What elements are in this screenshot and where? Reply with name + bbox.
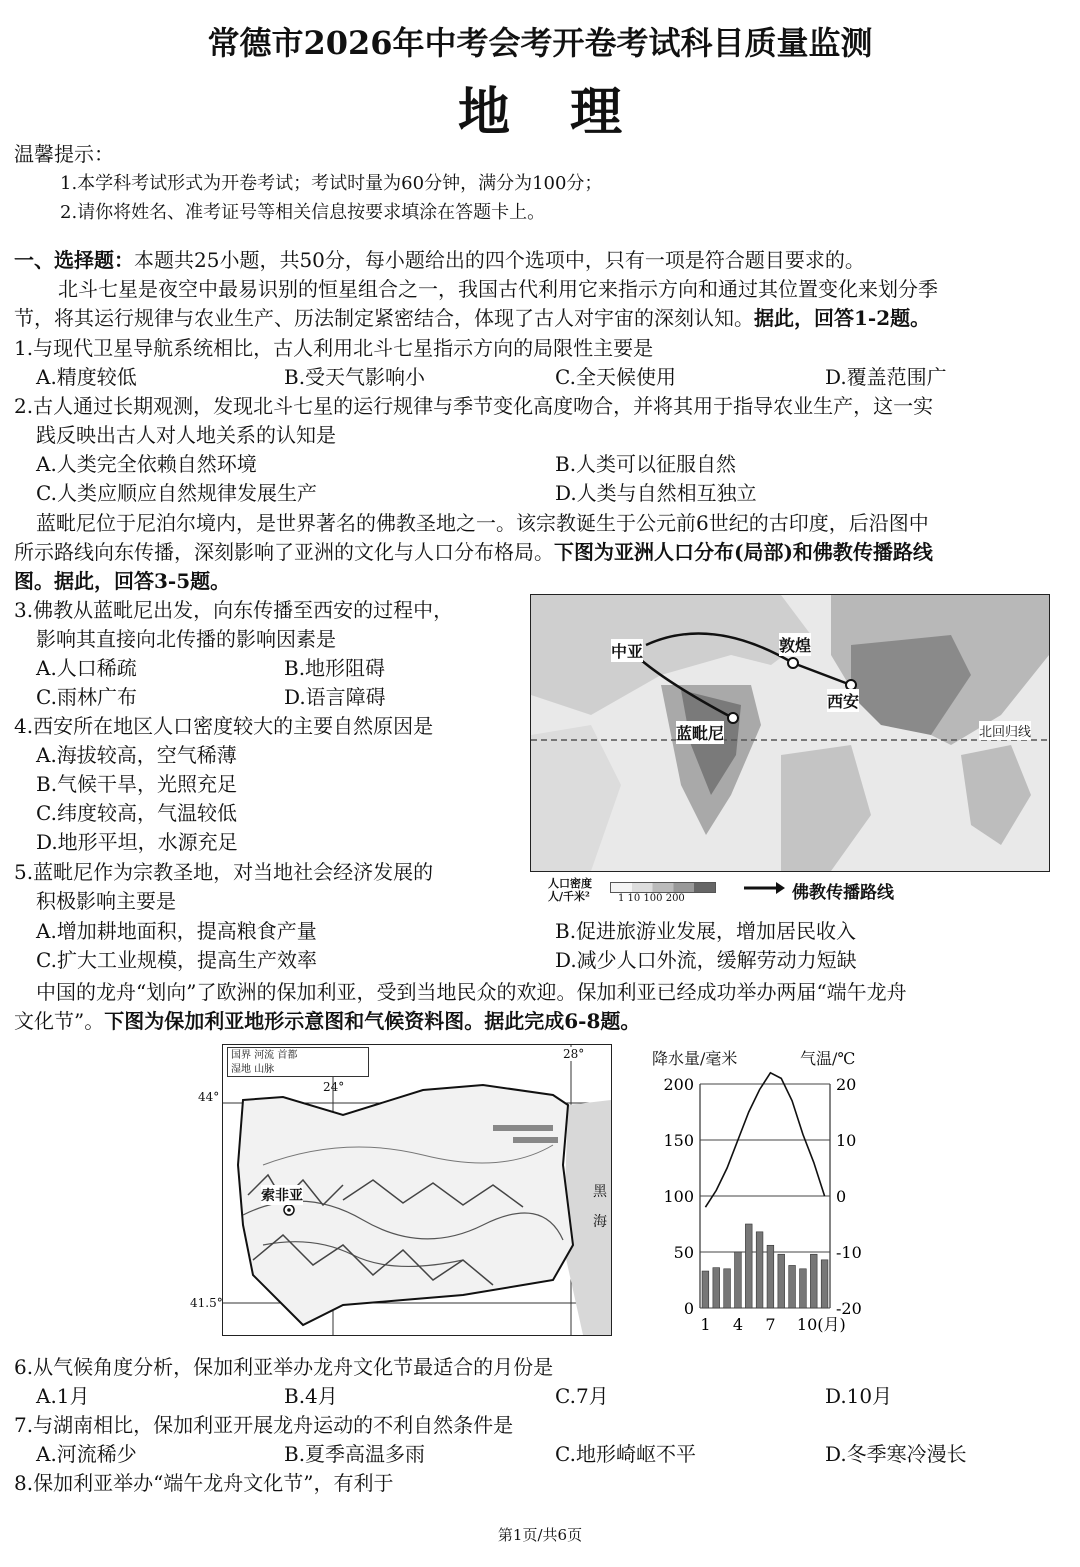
q7-option-d: D.冬季寒冷漫长	[825, 1442, 967, 1466]
q3-stem-1: 3.佛教从蓝毗尼出发，向东传播至西安的过程中，	[14, 598, 454, 622]
climate-left-axis-label: 降水量/毫米	[652, 1049, 738, 1068]
label-tropic: 北回归线	[979, 721, 1031, 740]
bulgaria-map	[222, 1044, 612, 1336]
left-tick-label: 50	[673, 1243, 694, 1262]
left-tick-label: 150	[663, 1131, 694, 1150]
q7-option-c: C.地形崎岖不平	[555, 1442, 696, 1466]
label-dunhuang: 敦煌	[779, 633, 811, 656]
passage-2-line-2	[14, 538, 933, 567]
q5-stem-2: 积极影响主要是	[36, 889, 176, 913]
tips-heading: 温馨提示：	[14, 142, 114, 166]
q2-option-c: C.人类应顺应自然规律发展生产	[36, 481, 317, 505]
x-tick-label: 10(月)	[796, 1315, 846, 1334]
lat-44-label: 44°	[198, 1090, 220, 1104]
passage-1-line-2	[14, 304, 930, 333]
label-central-asia: 中亚	[611, 639, 643, 662]
q4-option-a: A.海拔较高，空气稀薄	[36, 743, 237, 767]
tips-item-1: 1.本学科考试形式为开卷考试；考试时量为60分钟，满分为100分；	[60, 173, 603, 194]
q5-stem-1: 5.蓝毗尼作为宗教圣地，对当地社会经济发展的	[14, 860, 434, 884]
right-tick-label: -10	[836, 1243, 862, 1262]
q1-stem: 1.与现代卫星导航系统相比，古人利用北斗七星指示方向的局限性主要是	[14, 336, 654, 360]
passage-3-line-2	[14, 1007, 640, 1036]
q4-stem: 4.西安所在地区人口密度较大的主要自然原因是	[14, 714, 434, 738]
precip-bar	[702, 1271, 709, 1308]
x-tick-label: 4	[732, 1315, 744, 1334]
asia-population-map	[530, 594, 1050, 872]
passage-3-text: 文化节”。	[14, 1009, 105, 1033]
precip-bar	[735, 1252, 742, 1308]
section-1-desc: 本题共25小题，共50分，每小题给出的四个选项中，只有一项是符合题目要求的。	[134, 248, 865, 272]
q3-option-d: D.语言障碍	[284, 685, 386, 709]
passage-1-line-1: 北斗七星是夜空中最易识别的恒星组合之一，我国古代利用它来指示方向和通过其位置变化来划分季	[58, 277, 938, 301]
x-tick-label: 7	[765, 1315, 776, 1334]
passage-2-line-1: 蓝毗尼位于尼泊尔境内，是世界著名的佛教圣地之一。该宗教诞生于公元前6世纪的古印度，后沿图中	[36, 511, 929, 535]
passage-2-figure-caption: 下图为亚洲人口分布(局部)和佛教传播路线	[554, 540, 933, 564]
q7-option-a: A.河流稀少	[36, 1442, 137, 1466]
passage-3-line-1: 中国的龙舟“划向”了欧洲的保加利亚，受到当地民众的欢迎。保加利亚已经成功举办两届“端午龙舟	[36, 980, 907, 1004]
climate-chart	[640, 1070, 880, 1340]
q5-option-d: D.减少人口外流，缓解劳动力短缺	[555, 948, 857, 972]
label-black-sea-2: 海	[593, 1214, 607, 1230]
page-footer: 第1页/共6页	[497, 1526, 583, 1544]
q8-stem: 8.保加利亚举办“端午龙舟文化节”，有利于	[14, 1471, 394, 1495]
precip-bar	[713, 1268, 720, 1308]
label-sofia: 索非亚	[261, 1185, 303, 1205]
label-lumbini: 蓝毗尼	[676, 721, 724, 744]
legend-route-arrow-icon	[742, 881, 786, 895]
precip-bar	[767, 1245, 774, 1308]
bulgaria-legend	[227, 1047, 369, 1077]
passage-1-instruction: 据此，回答1-2题。	[754, 306, 931, 330]
q4-option-d: D.地形平坦，水源充足	[36, 830, 238, 854]
q6-option-c: C.7月	[555, 1384, 609, 1408]
passage-1-text: 节，将其运行规律与农业生产、历法制定紧密结合，体现了古人对宇宙的深刻认知。	[14, 306, 754, 330]
precip-bar	[789, 1265, 796, 1308]
q1-option-d: D.覆盖范围广	[825, 365, 947, 389]
label-black-sea-1: 黑	[593, 1184, 607, 1200]
q5-option-b: B.促进旅游业发展，增加居民收入	[555, 919, 857, 943]
x-tick-label: 1	[700, 1315, 711, 1334]
q2-stem-1: 2.古人通过长期观测，发现北斗七星的运行规律与季节变化高度吻合，并将其用于指导农业生产，这一实	[14, 394, 934, 418]
passage-2-instruction: 图。据此，回答3-5题。	[14, 569, 231, 593]
lon-28-label: 28°	[563, 1047, 585, 1061]
precip-bar	[724, 1269, 731, 1308]
lumbini-marker	[728, 713, 738, 723]
legend-border: 国界	[231, 1050, 251, 1061]
precip-bar	[800, 1269, 807, 1308]
legend-density-ticks: 1 10 100 200	[618, 893, 685, 904]
lat-41-5-label: 41.5°	[190, 1296, 223, 1310]
q6-option-b: B.4月	[284, 1384, 338, 1408]
left-tick-label: 200	[663, 1075, 694, 1094]
label-xian: 西安	[827, 689, 859, 712]
legend-capital: 首都	[277, 1050, 298, 1061]
q7-stem: 7.与湖南相比，保加利亚开展龙舟运动的不利自然条件是	[14, 1413, 514, 1437]
climate-right-axis-label: 气温/℃	[800, 1049, 856, 1068]
q4-option-c: C.纬度较高，气温较低	[36, 801, 237, 825]
right-tick-label: 0	[836, 1187, 847, 1206]
subject-title: 地理	[457, 82, 682, 143]
legend-density-scale	[610, 882, 716, 893]
q5-option-a: A.增加耕地面积，提高粮食产量	[36, 919, 317, 943]
q2-option-b: B.人类可以征服自然	[555, 452, 737, 476]
left-tick-label: 0	[683, 1299, 694, 1318]
precip-bar	[778, 1254, 785, 1308]
precip-bar	[810, 1254, 817, 1308]
q4-option-b: B.气候干旱，光照充足	[36, 772, 238, 796]
q1-option-b: B.受天气影响小	[284, 365, 426, 389]
left-tick-label: 100	[663, 1187, 694, 1206]
section-1-heading: 一、选择题：	[14, 248, 134, 272]
section-1-header	[14, 246, 865, 275]
passage-3-instruction: 下图为保加利亚地形示意图和气候资料图。据此完成6-8题。	[104, 1009, 641, 1033]
q3-stem-2: 影响其直接向北传播的影响因素是	[36, 627, 336, 651]
legend-route-label: 佛教传播路线	[792, 883, 894, 903]
legend-wetland: 湿地	[231, 1064, 251, 1075]
right-tick-label: 10	[836, 1131, 857, 1150]
q1-option-a: A.精度较低	[36, 365, 137, 389]
right-tick-label: 20	[836, 1075, 857, 1094]
lon-24-label: 24°	[323, 1080, 345, 1094]
legend-river: 河流	[254, 1050, 275, 1061]
q1-option-c: C.全天候使用	[555, 365, 676, 389]
q6-stem: 6.从气候角度分析，保加利亚举办龙舟文化节最适合的月份是	[14, 1355, 554, 1379]
precip-bar	[745, 1224, 752, 1308]
legend-density-title-2: 人/千米²	[548, 890, 590, 903]
q3-option-c: C.雨林广布	[36, 685, 137, 709]
right-tick-label: -20	[836, 1299, 862, 1318]
tips-item-2: 2.请你将姓名、准考证号等相关信息按要求填涂在答题卡上。	[60, 202, 546, 223]
q2-option-d: D.人类与自然相互独立	[555, 481, 757, 505]
q3-option-b: B.地形阻碍	[284, 656, 386, 680]
precip-bar	[756, 1232, 763, 1308]
q2-option-a: A.人类完全依赖自然环境	[36, 452, 257, 476]
q3-option-a: A.人口稀疏	[36, 656, 137, 680]
q5-option-c: C.扩大工业规模，提高生产效率	[36, 948, 317, 972]
q7-option-b: B.夏季高温多雨	[284, 1442, 426, 1466]
precip-bar	[821, 1260, 828, 1308]
passage-2-text: 所示路线向东传播，深刻影响了亚洲的文化与人口分布格局。	[14, 540, 554, 564]
q6-option-d: D.10月	[825, 1384, 893, 1408]
q6-option-a: A.1月	[36, 1384, 90, 1408]
legend-density-title-1: 人口密度	[548, 877, 592, 890]
q2-stem-2: 践反映出古人对人地关系的认知是	[36, 423, 336, 447]
legend-mountain: 山脉	[254, 1064, 275, 1075]
exam-title: 常德市2026年中考会考开卷考试科目质量监测	[207, 24, 873, 62]
dunhuang-marker	[788, 658, 798, 668]
